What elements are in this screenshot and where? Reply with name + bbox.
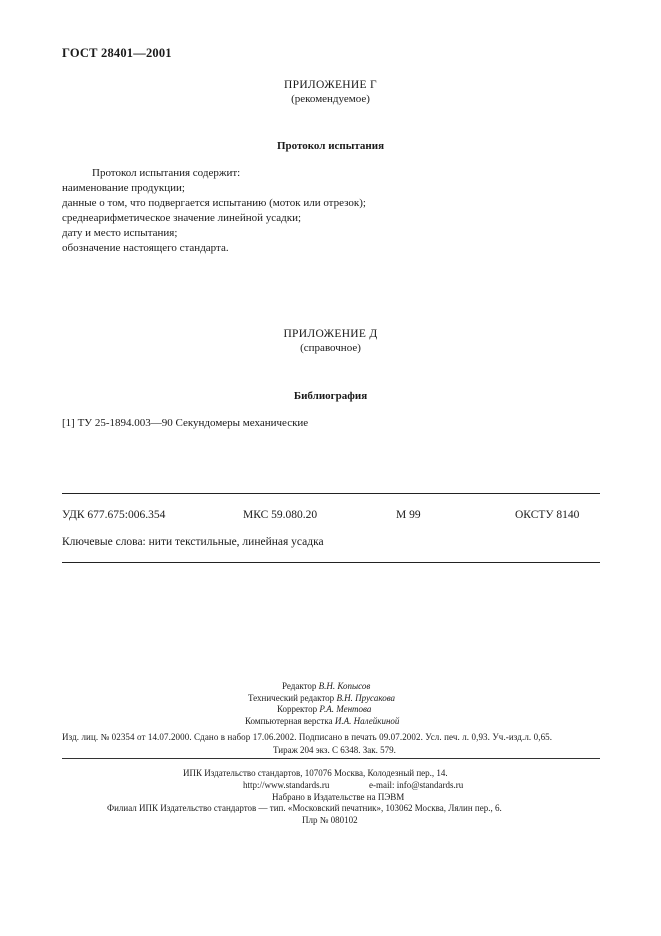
credit-editor: Редактор В.Н. Копысов [282,681,371,691]
credit-tech-editor: Технический редактор В.Н. Прусакова [248,692,396,703]
list-item: наименование продукции; [62,182,185,194]
credit-corrector: Корректор Р.А. Ментова [277,704,372,714]
publisher-line-1: ИПК Издательство стандартов, 107076 Москва, Колодезный пер., 14. [183,768,448,778]
list-item: среднеарифметическое значение линейной усадки; [62,212,302,224]
bibliography-reference: [1] ТУ 25-1894.003—90 Секундомеры механические [62,417,309,429]
protocol-section-title: Протокол испытания [276,140,385,152]
divider-top [62,493,600,494]
list-item: обозначение настоящего стандарта. [62,242,229,254]
m-code: М 99 [396,509,421,521]
protocol-content-list [62,166,366,256]
publisher-website[interactable]: http://www.standards.ru [243,780,330,790]
publisher-line-5: Плр № 080102 [302,815,358,825]
standard-code: ГОСТ 28401—2001 [62,46,172,60]
imprint-line-2: Тираж 204 экз. С 6348. Зак. 579. [273,745,396,755]
appendix-d-subtitle: (справочное) [300,342,361,354]
appendix-g-title: ПРИЛОЖЕНИЕ Г [284,79,377,91]
publisher-line-4: Филиал ИПК Издательство стандартов — тип. «Московский печатник», 103062 Москва, Лялин пер., 6. [107,803,502,813]
divider-bottom [62,562,600,563]
list-item: дату и место испытания; [62,227,178,239]
publisher-email[interactable]: e-mail: info@standards.ru [369,780,464,790]
list-item: данные о том, что подвергается испытанию (моток или отрезок); [62,197,366,209]
appendix-g-subtitle: (рекомендуемое) [291,93,370,105]
publisher-divider [62,758,600,759]
okstu-code: ОКСТУ 8140 [515,509,580,521]
bibliography-title: Библиография [293,390,368,402]
publisher-line-3: Набрано в Издательстве на ПЭВМ [272,792,405,802]
list-item: Протокол испытания содержит: [92,167,241,179]
mks-code: МКС 59.080.20 [243,509,318,521]
imprint-line-1: Изд. лиц. № 02354 от 14.07.2000. Сдано в набор 17.06.2002. Подписано в печать 09.07.2002. Усл. печ. л. 0,93. Уч.-изд.л. 0,65. [62,732,553,742]
appendix-d-title: ПРИЛОЖЕНИЕ Д [283,328,378,340]
udk-code: УДК 677.675:006.354 [62,509,166,521]
keywords: Ключевые слова: нити текстильные, линейная усадка [62,536,324,548]
credit-layout: Компьютерная верстка И.А. Налейкиной [245,715,400,726]
